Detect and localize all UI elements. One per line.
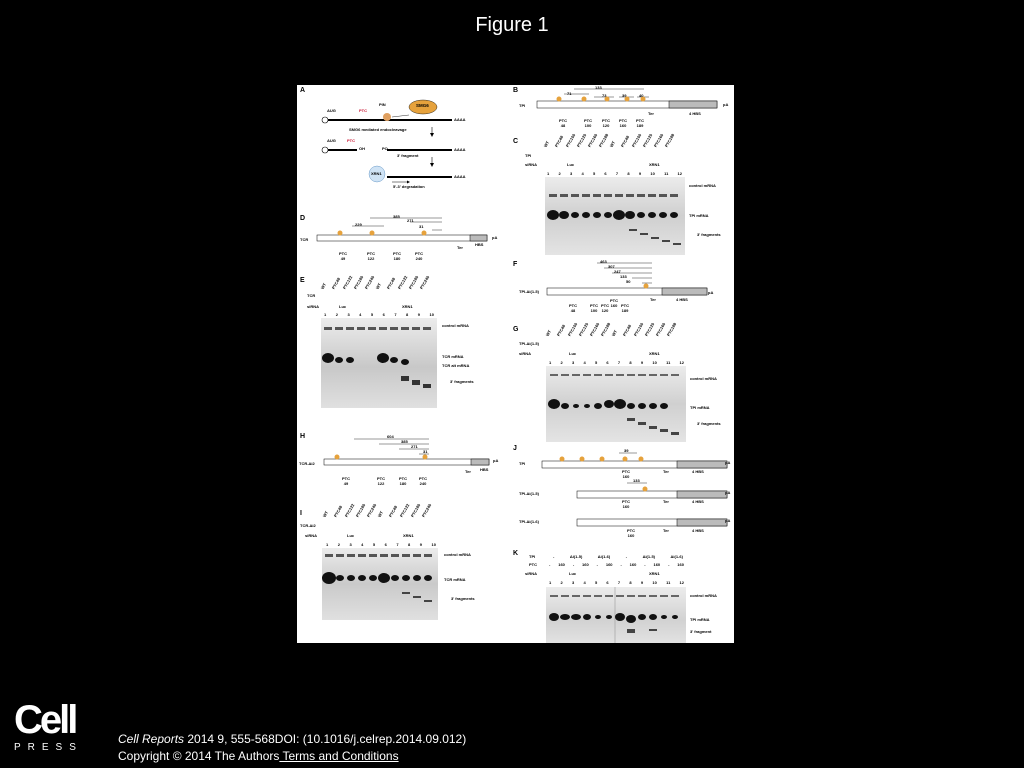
panel-f-dist-463: 463 <box>600 259 607 264</box>
panel-k-ptc-values: - 160 - 160 - 160 - 160 - 160 - 160 <box>549 562 684 567</box>
panel-h-ptc122: PTC 122 <box>377 476 385 486</box>
panel-k-gel <box>546 587 686 643</box>
panel-g-gel <box>546 366 686 442</box>
panel-f-ptc189: PTC 189 <box>621 303 629 313</box>
panel-g-label-fragments: 3' fragments <box>697 421 721 426</box>
panel-f-ptc100: PTC 100 <box>590 303 598 313</box>
panel-letter-f: F <box>513 261 518 268</box>
panel-g-row2: siRNA <box>519 351 532 356</box>
panel-letter-a: A <box>300 87 306 94</box>
panel-c-label-control: control mRNA <box>689 183 716 188</box>
panel-j-gene-2: TPI-Δi(1-5) <box>519 491 539 496</box>
panel-h-hbs: HBS <box>480 467 489 472</box>
panel-j-dist-133: 133 <box>633 478 640 483</box>
panel-i-lane-numbers: 1 2 3 4 5 6 7 8 9 10 <box>326 542 436 547</box>
panel-g-lane-numbers: 1 2 3 4 5 6 7 8 9 10 11 12 <box>549 360 684 365</box>
panel-i-xrn1: XRN1 <box>403 533 414 538</box>
panel-i-luc: Luc <box>347 533 355 538</box>
copyright-text: Copyright © 2014 The Authors <box>118 749 280 763</box>
panel-d-pa: pA <box>492 235 498 240</box>
panel-j-ptc-3: PTC 160 <box>627 528 635 538</box>
citation-details: 2014 9, 555-568DOI: (10.1016/j.celrep.2014.09.012) <box>184 732 467 746</box>
panel-k-label-control: control mRNA <box>690 593 717 598</box>
panel-d-ptc49: PTC 49 <box>339 251 347 261</box>
panel-d-dist-271: 271 <box>407 218 414 223</box>
panel-d-ptc180: PTC 180 <box>393 251 401 261</box>
panel-g-label-control: control mRNA <box>690 376 717 381</box>
panel-h-ter: Ter <box>465 469 471 474</box>
panel-e-lane-numbers: 1 2 3 4 5 6 7 8 9 10 <box>324 312 434 317</box>
panel-letter-k: K <box>513 550 519 557</box>
panel-b-dist-40: 40 <box>639 93 644 98</box>
panel-e-lane-headers: WT PTC49 PTC122 PTC180 PTC240 WT PTC49 PTC122 PTC180 PTC240 <box>319 274 431 290</box>
logo-cell-text: Cell <box>14 698 76 742</box>
panel-f-ptc120: PTC 120 <box>601 303 609 313</box>
panel-j-pa-2: pA <box>725 490 731 495</box>
panel-k-lane-numbers: 1 2 3 4 5 6 7 8 9 10 11 12 <box>549 580 684 585</box>
panel-c-lane-headers: WT PTC48 PTC100 PTC120 PTC160 PTC189 WT PTC48 PTC100 PTC120 PTC160 PTC189 <box>542 132 676 148</box>
panel-h-ptc180: PTC 180 <box>399 476 407 486</box>
panel-a-smg6: SMG6 <box>416 103 429 108</box>
panel-i-gel <box>322 548 438 620</box>
panel-a-ptc: PTC <box>359 108 367 113</box>
panel-g-row1: TPI-Δi(1-5) <box>519 341 539 346</box>
panel-a-step1: SMG6 mediated endocleavage <box>349 127 407 132</box>
panel-a-polya-2: AAAA <box>454 147 466 152</box>
cell-press-logo <box>14 700 84 753</box>
panel-f-gene: TPI-Δi(1-5) <box>519 289 539 294</box>
panel-h-ptc49: PTC 49 <box>342 476 350 486</box>
panel-c-luc: Luc <box>567 162 575 167</box>
panel-j-pa-1: pA <box>725 460 731 465</box>
panel-i-label-fragments: 3' fragments <box>451 596 475 601</box>
panel-c-gel <box>545 177 685 255</box>
panel-e-label-control: control mRNA <box>442 323 469 328</box>
slide-title: Figure 1 <box>475 14 549 36</box>
panel-e-luc: Luc <box>339 304 347 309</box>
panel-a-pin: PIN <box>379 102 386 107</box>
panel-c-row2: siRNA <box>525 162 538 167</box>
panel-b-dist-133: 133 <box>595 85 602 90</box>
panel-b-ptc160: PTC 160 <box>619 118 627 128</box>
panel-c-xrn1: XRN1 <box>649 162 660 167</box>
panel-b-gene: TPI <box>519 103 526 108</box>
panel-k-label-fragment: 3' fragment <box>690 629 712 634</box>
panel-d-ter: Ter <box>457 245 463 250</box>
panel-c-row1: TPI <box>525 153 532 158</box>
panel-h-dist-604: 604 <box>387 434 394 439</box>
panel-a-diagram <box>317 93 487 185</box>
panel-letter-b: B <box>513 87 519 94</box>
panel-a-xrn1: XRN1 <box>371 171 382 176</box>
copyright <box>118 749 399 763</box>
panel-j-hbs-1: 4 HBS <box>692 469 704 474</box>
panel-c-label-fragments: 3' fragments <box>697 232 721 237</box>
panel-j-pa-3: pA <box>725 518 731 523</box>
panel-j-gene-diagrams <box>537 445 732 535</box>
panel-a-ptc-2: PTC <box>347 138 355 143</box>
panel-b-pa: pA <box>723 102 729 107</box>
panel-h-gene: TCR-Δi2 <box>299 461 315 466</box>
panel-k-xrn1: XRN1 <box>649 571 660 576</box>
panel-b-ter: Ter <box>648 111 654 116</box>
panel-c-lane-numbers: 1 2 3 4 5 6 7 8 9 10 11 12 <box>547 171 682 176</box>
panel-i-row2: siRNA <box>305 533 318 538</box>
panel-e-row2: siRNA <box>307 304 320 309</box>
panel-j-ter-2: Ter <box>663 499 669 504</box>
panel-j-dist-39: 39 <box>624 448 629 453</box>
panel-d-ptc240: PTC 240 <box>415 251 423 261</box>
panel-h-dist-31: 31 <box>423 449 428 454</box>
panel-letter-e: E <box>300 277 305 284</box>
panel-f-pa: pA <box>708 290 714 295</box>
panel-k-tpi-values: - Δi(1-5) Δi(1-6) - Δi(1-5) Δi(1-6) <box>553 554 683 559</box>
panel-j-hbs-3: 4 HBS <box>692 528 704 533</box>
panel-b-dist-71: 71 <box>567 91 572 96</box>
panel-k-row2: PTC <box>529 562 537 567</box>
panel-b-ptc48: PTC 48 <box>559 118 567 128</box>
panel-h-pa: pA <box>493 458 499 463</box>
panel-f-ptc160: PTC 160 <box>610 298 618 308</box>
panel-h-dist-385: 385 <box>401 439 408 444</box>
panel-a-aug: AUG <box>327 108 336 113</box>
panel-letter-h: H <box>300 433 306 440</box>
panel-i-label-control: control mRNA <box>444 552 471 557</box>
logo-press-text: PRESS <box>14 742 83 753</box>
panel-d-gene: TCR <box>300 237 309 242</box>
panel-a-aug-2: AUG <box>327 138 336 143</box>
panel-j-gene-3: TPI-Δi(1-6) <box>519 519 539 524</box>
panel-f-hbs: 4 HBS <box>676 297 688 302</box>
panel-f-ter: Ter <box>650 297 656 302</box>
panel-c-label-tpi: TPI mRNA <box>689 213 709 218</box>
panel-i-lane-headers: WT PTC49 PTC122 PTC180 PTC240 WT PTC49 PTC122 PTC180 PTC240 <box>321 502 433 518</box>
panel-b-hbs: 4 HBS <box>689 111 701 116</box>
panel-j-ptc-1: PTC 160 <box>622 469 630 479</box>
panel-e-xrn1: XRN1 <box>402 304 413 309</box>
panel-k-luc: Luc <box>569 571 577 576</box>
panel-h-ptc240: PTC 240 <box>419 476 427 486</box>
panel-d-hbs: HBS <box>475 242 484 247</box>
panel-d-dist-229: 229 <box>355 222 362 227</box>
panel-f-dist-50: 50 <box>626 279 631 284</box>
figure-panel <box>297 85 734 643</box>
panel-i-row1: TCR-Δi2 <box>300 523 316 528</box>
panel-k-label-tpi: TPI mRNA <box>690 617 710 622</box>
panel-a-po4: PO <box>382 146 388 151</box>
panel-a-oh: OH <box>359 146 365 151</box>
panel-j-hbs-2: 4 HBS <box>692 499 704 504</box>
panel-i-label-tcr: TCR mRNA <box>444 577 466 582</box>
panel-g-luc: Luc <box>569 351 577 356</box>
panel-letter-j: J <box>513 445 517 452</box>
panel-letter-d: D <box>300 215 306 222</box>
panel-letter-c: C <box>513 138 519 145</box>
panel-d-dist-385: 385 <box>393 214 400 219</box>
journal-name: Cell Reports <box>118 732 185 746</box>
panel-j-ter-1: Ter <box>663 469 669 474</box>
panel-a-polya-1: AAAA <box>454 117 466 122</box>
panel-e-gel <box>321 318 437 408</box>
panel-a-degradation: 5'-3' degradation <box>393 184 425 189</box>
panel-e-label-tcr-alt: TCR alt mRNA <box>442 363 470 368</box>
panel-a-fragment: 3' fragment <box>397 153 419 158</box>
panel-a-polya-3: AAAA <box>454 174 466 179</box>
panel-d-dist-31: 31 <box>419 224 424 229</box>
panel-g-label-tpi: TPI mRNA <box>690 405 710 410</box>
panel-j-ter-3: Ter <box>663 528 669 533</box>
terms-link[interactable]: Terms and Conditions <box>279 749 399 763</box>
panel-b-ptc189: PTC 189 <box>636 118 644 128</box>
panel-b-dist-73: 73 <box>602 93 607 98</box>
panel-j-gene-1: TPI <box>519 461 526 466</box>
panel-f-dist-133: 133 <box>620 274 627 279</box>
panel-e-label-fragments: 3' fragments <box>450 379 474 384</box>
panel-letter-g: G <box>513 326 519 333</box>
citation <box>118 732 466 746</box>
panel-f-ptc48: PTC 48 <box>569 303 577 313</box>
panel-h-dist-271: 271 <box>411 444 418 449</box>
panel-g-xrn1: XRN1 <box>649 351 660 356</box>
panel-k-row1: TPI <box>529 554 536 559</box>
panel-b-ptc120: PTC 120 <box>602 118 610 128</box>
panel-d-ptc122: PTC 122 <box>367 251 375 261</box>
panel-b-ptc100: PTC 100 <box>584 118 592 128</box>
panel-e-label-tcr: TCR mRNA <box>442 354 464 359</box>
panel-b-dist-39: 39 <box>622 93 627 98</box>
panel-letter-i: I <box>300 510 302 517</box>
panel-f-dist-247: 247 <box>614 269 621 274</box>
panel-k-row3: siRNA <box>525 571 538 576</box>
panel-h-gene-diagram <box>319 435 504 475</box>
panel-e-row1: TCR <box>307 293 316 298</box>
panel-f-dist-307: 307 <box>608 264 615 269</box>
panel-j-ptc-2: PTC 160 <box>622 499 630 509</box>
panel-g-lane-headers: WT PTC48 PTC100 PTC120 PTC160 PTC189 WT PTC48 PTC100 PTC120 PTC160 PTC189 <box>544 321 678 337</box>
